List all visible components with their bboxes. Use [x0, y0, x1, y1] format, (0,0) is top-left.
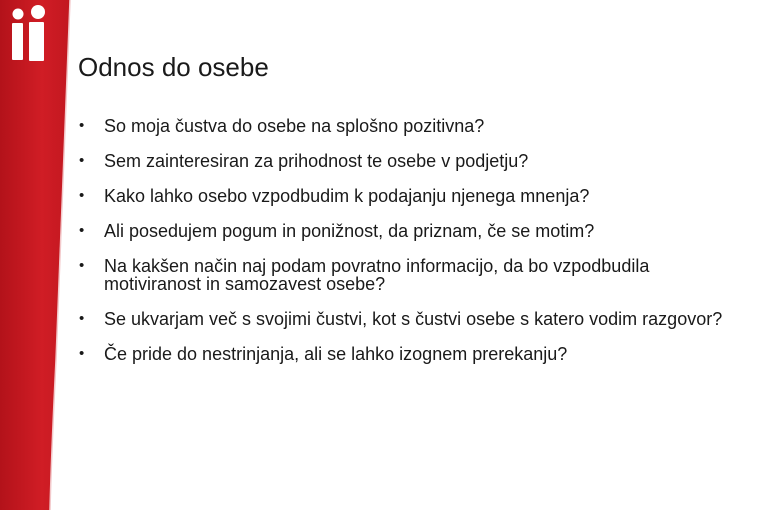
bullet-item: [76, 257, 736, 293]
slide-title: Odnos do osebe: [78, 52, 269, 82]
bullet-text: Ali posedujem pogum in ponižnost, da priznam, če se motim?: [104, 221, 595, 241]
bullet-item: [76, 152, 736, 170]
bullet-item: [76, 117, 736, 135]
bullet-item: [76, 310, 736, 328]
bullet-marker: •: [79, 345, 85, 362]
bullet-text: Sem zainteresiran za prihodnost te osebe v podjetju?: [104, 151, 529, 171]
bullet-list: [76, 117, 736, 380]
bullet-text: Kako lahko osebo vzpodbudim k podajanju njenega mnenja?: [104, 186, 590, 206]
bullet-text: So moja čustva do osebe na splošno pozitivna?: [104, 116, 485, 136]
bullet-marker: •: [79, 310, 85, 327]
bullet-marker: •: [79, 152, 85, 169]
bullet-text: Če pride do nestrinjanja, ali se lahko izognem prerekanju?: [104, 344, 568, 364]
bullet-item: [76, 345, 736, 363]
bullet-marker: •: [79, 117, 85, 134]
bullet-item: [76, 222, 736, 240]
bullet-item: [76, 187, 736, 205]
bullet-marker: •: [79, 222, 85, 239]
bullet-marker: •: [79, 257, 85, 274]
bullet-marker: •: [79, 187, 85, 204]
bullet-text: Na kakšen način naj podam povratno informacijo, da bo vzpodbudila motiviranost in samozavest osebe?: [104, 256, 650, 294]
bullet-text: Se ukvarjam več s svojimi čustvi, kot s čustvi osebe s katero vodim razgovor?: [104, 309, 723, 329]
